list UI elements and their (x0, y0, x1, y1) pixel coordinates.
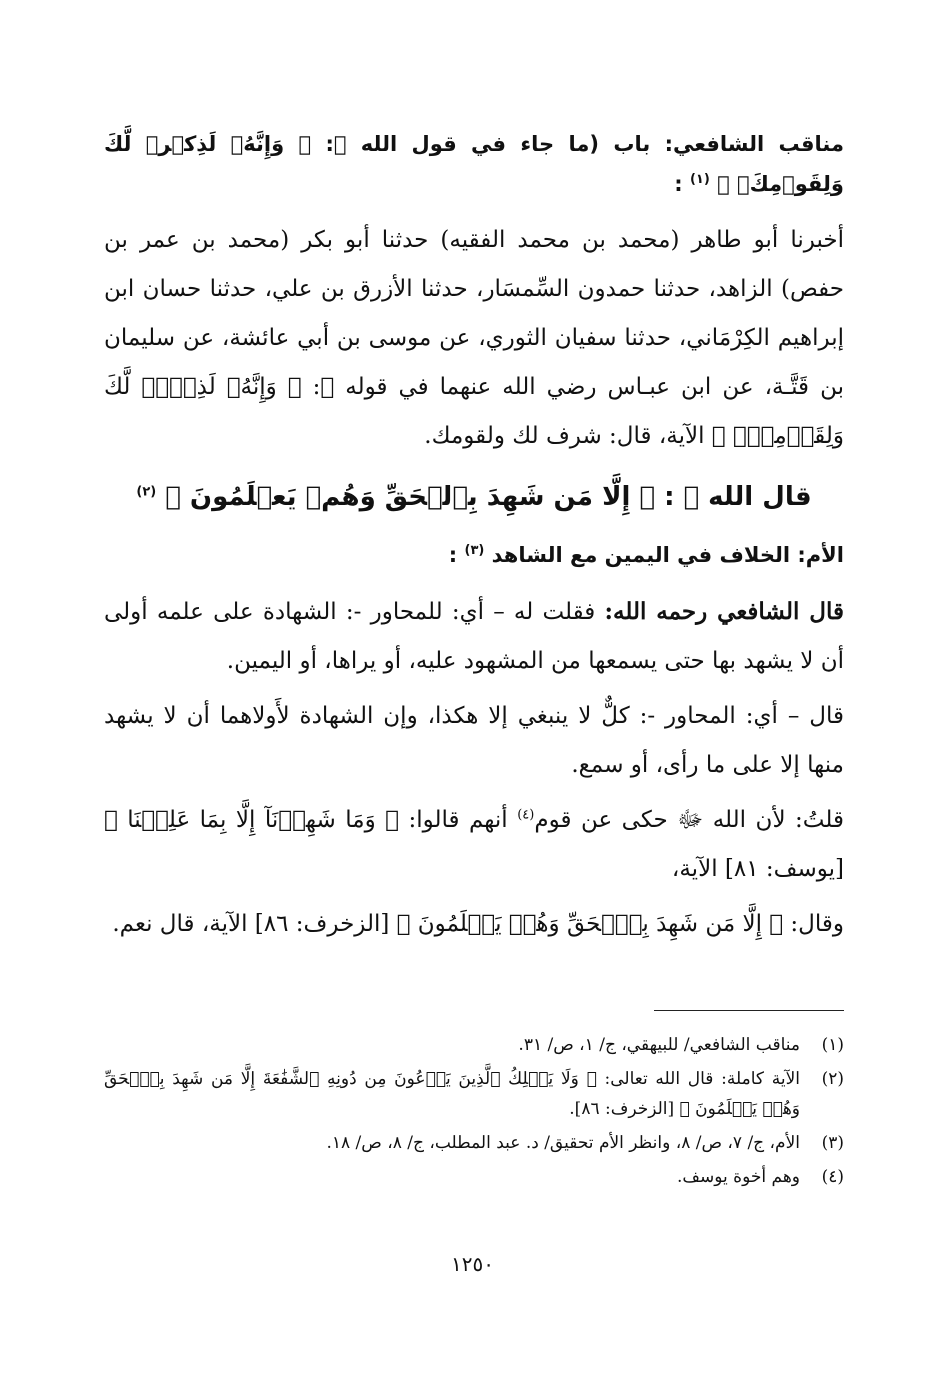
footnote-number: (٢) (821, 1069, 844, 1089)
verse-text: قال الله ﷻ : ﴿ إِلَّا مَن شَهِدَ بِٱلۡحَقِّ وَهُمۡ يَعۡلَمُونَ ﴾ (165, 482, 812, 512)
footnote-item (104, 1030, 844, 1060)
heading-colon: : (674, 172, 683, 196)
paragraph-text: أنهم قالوا: ﴿ وَمَا شَهِدۡنَآ إِلَّا بِمَا عَلِمۡنَا ﴾ [يوسف: ٨١] الآية، (104, 807, 844, 882)
paragraph-isnad: أخبرنا أبو طاهر (محمد بن محمد الفقيه) حدثنا أبو بكر (محمد بن عمر بن حفص) الزاهد، حدثنا حمدون السِّمسَار، حدثنا الأزرق بن علي، حدثنا حسان ابن إبراهيم الكِرْمَاني، حدثنا سفيان الثوري، عن موسى بن أبي عائشة، عن سليمان بن قَتَّـة، عن ابن عبـاس رضي الله عنهما في قوله ﷻ: ﴿ وَإِنَّهُۥ لَذِكۡرٞ لَّكَ وَلِقَوۡمِكَۖ ﴾ الآية، قال: شرف لك ولقومك. (104, 227, 844, 449)
footnote-ref[interactable]: (٣) (464, 543, 485, 558)
footnote-ref[interactable]: (١) (689, 172, 710, 187)
footnote-text: الآية كاملة: قال الله تعالى: ﴿ وَلَا يَمۡلِكُ ٱلَّذِينَ يَدۡعُونَ مِن دُونِهِ ٱلشَّفَٰعَةَ إِلَّا مَن شَهِدَ بِٱلۡحَقِّ وَهُمۡ يَعۡلَمُونَ ﴾ [الزخرف: ٨٦]. (104, 1069, 800, 1119)
section-heading-manaqib (104, 124, 844, 204)
footnote-number: (٣) (821, 1133, 844, 1153)
heading-colon: : (448, 543, 458, 567)
footnote-text: مناقب الشافعي/ للبيهقي، ج/ ١، ص/ ٣١. (518, 1035, 800, 1055)
paragraph-text: قلتُ: لأن الله ﷻ حكى عن قوم (534, 807, 844, 833)
footnote-number: (٤) (821, 1167, 844, 1187)
verse-line (104, 469, 844, 525)
speaker-lead: قال الشافعي رحمه الله: (604, 598, 844, 625)
footnote-ref[interactable]: (٤) (517, 807, 535, 823)
footnote-divider (654, 1010, 844, 1011)
footnote-text: وهم أخوة يوسف. (677, 1167, 800, 1187)
footnote-number: (١) (821, 1035, 844, 1055)
heading-text: مناقب الشافعي: باب (ما جاء في قول الله ﷻ: ﴿ وَإِنَّهُۥ لَذِكۡرٞ لَّكَ وَلِقَوۡمِكَۖ ﴾ (104, 132, 844, 196)
footnote-item (104, 1128, 844, 1158)
paragraph-reply (104, 796, 844, 894)
paragraph-text: فقلت له – أي: للمحاور -: الشهادة على علمه أولى أن لا يشهد بها حتى يسمعها من المشهود عليه، أو يراها، أو اليمين. (104, 599, 844, 674)
footnote-ref[interactable]: (٢) (136, 484, 157, 500)
paragraph-conclusion: وقال: ﴿ إِلَّا مَن شَهِدَ بِٱلۡحَقِّ وَهُمۡ يَعۡلَمُونَ ﴾ [الزخرف: ٨٦] الآية، قال نعم. (112, 911, 844, 937)
footnote-text: الأم، ج/ ٧، ص/ ٨، وانظر الأم تحقيق/ د. عبد المطلب، ج/ ٨، ص/ ١٨. (326, 1133, 800, 1153)
heading-text: الأم: الخلاف في اليمين مع الشاهد (491, 543, 844, 567)
paragraph-interlocutor: قال – أي: المحاور -: كلٌّ لا ينبغي إلا هكذا، وإن الشهادة لأَولاهما أن لا يشهد منها إلا على ما رأى، أو سمع. (104, 703, 844, 778)
page-body (104, 124, 844, 949)
footnotes (104, 1030, 844, 1196)
page-number: ١٢٥٠ (451, 1252, 494, 1276)
footnote-item (104, 1162, 844, 1192)
section-heading-umm (104, 535, 844, 575)
paragraph-shafii-statement (104, 587, 844, 686)
footnote-item (104, 1064, 844, 1124)
